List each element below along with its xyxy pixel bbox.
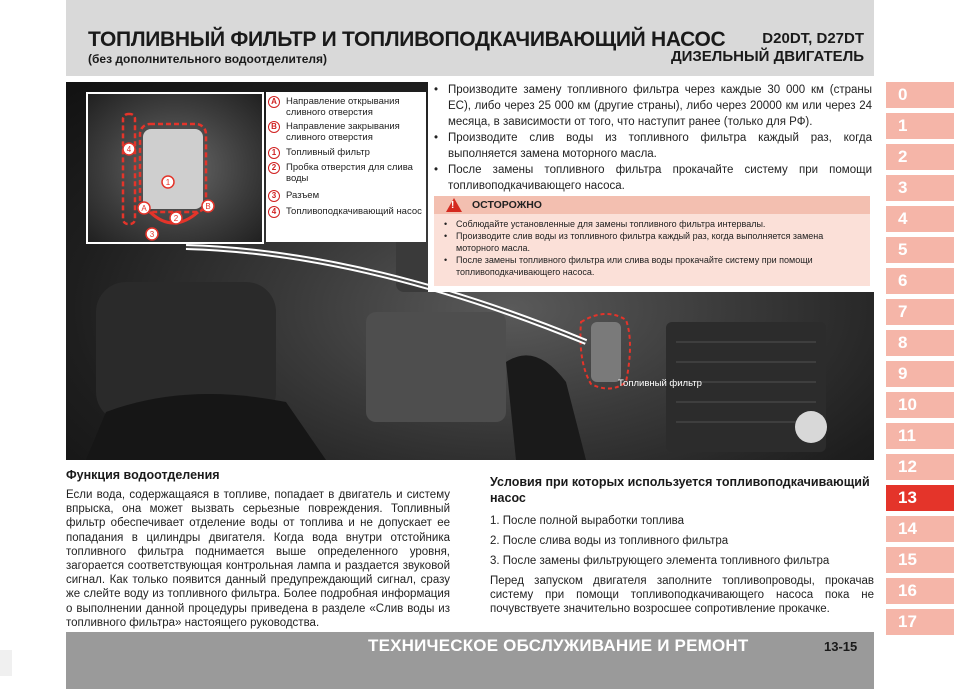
engine-block [366,312,506,422]
marker-1-label: 1 [165,178,171,187]
bullet-item: • Производите слив воды из топливного фильтра каждый раз, когда выполняется замена моторного масла. [432,130,872,162]
condition-item: 1. После полной выработки топлива [490,515,685,527]
warning-box [434,196,870,286]
warning-header [434,196,870,214]
tab-chapter-4[interactable]: 4 [886,206,954,232]
marker-3-label: 3 [149,230,155,239]
water-separation-section [66,468,450,630]
pump-conditions-section [490,474,874,617]
legend-mark: 4 [268,206,280,218]
fuel-filter-detail-image [86,92,264,244]
legend-mark: B [268,121,280,133]
warning-item: • Соблюдайте установленные для замены топливного фильтра интервалы. [442,218,862,230]
section-text: Перед запуском двигателя заполните топливопроводы, прокачав систему при помощи топливоподкачивающего насоса пока не почувствуете значительно возросшее сопротивление прокачке. [490,575,874,616]
tab-chapter-11[interactable]: 11 [886,423,954,449]
tab-chapter-16[interactable]: 16 [886,578,954,604]
reservoir-cap [795,411,827,443]
tab-chapter-1[interactable]: 1 [886,113,954,139]
section-text: Если вода, содержащаяся в топливе, попадает в двигатель и систему впрыска, она может вызвать серьезные повреждения. Топливный фильтр обеспечивает отделение воды от топлива и не допускает ее попадания в цилиндры двигателя. Когда вода внутри отстойника топливного фильтра поднимается выше определенного уровня, загорается соответствующая контрольная лампа и раздается звуковой сигнал. Как только появится данный предупреждающий сигнал, сразу же слейте воду из топливного фильтра. Более подробная информация о выполнении данной процедуры приведена в разделе «Слив воды из топливного фильтра» настоящего руководства. [66,489,450,629]
page-number: 13-15 [824,639,858,654]
tab-chapter-8[interactable]: 8 [886,330,954,356]
section-heading: Функция водоотделения [66,468,220,482]
tab-chapter-17[interactable]: 17 [886,609,954,635]
fuel-filter-detail-illustration [88,94,262,242]
condition-item: 2. После слива воды из топливного фильтра [490,535,729,547]
tab-chapter-12[interactable]: 12 [886,454,954,480]
tab-chapter-6[interactable]: 6 [886,268,954,294]
bullet-item: • После замены топливного фильтра прокачайте систему при помощи топливоподкачивающего насоса. [432,162,872,194]
tab-chapter-7[interactable]: 7 [886,299,954,325]
tab-chapter-3[interactable]: 3 [886,175,954,201]
legend-text: Топливный фильтр [286,147,370,158]
chapter-title: ТЕХНИЧЕСКОЕ ОБСЛУЖИВАНИЕ И РЕМОНТ [368,636,749,655]
page-subtitle: (без дополнительного водоотделителя) [88,52,328,66]
warning-item: • После замены топливного фильтра или слива воды прокачайте систему при помощи топливоподкачивающего насоса. [442,254,862,278]
tab-chapter-2[interactable]: 2 [886,144,954,170]
tab-chapter-13[interactable]: 13 [886,485,954,511]
legend-mark: 3 [268,190,280,202]
fuel-filter-photo [591,322,621,382]
warning-list [442,218,862,278]
legend-text: Пробка отверстия для слива воды [286,162,413,184]
tab-chapter-0[interactable]: 0 [886,82,954,108]
legend-mark: 1 [268,147,280,159]
marker-a-label: A [141,204,147,213]
warning-item: • Производите слив воды из топливного фильтра каждый раз, когда выполняется замена моторного масла. [442,230,862,254]
tab-chapter-10[interactable]: 10 [886,392,954,418]
legend-mark: A [268,96,280,108]
legend-text: Направление открывания сливного отверстия [286,96,400,118]
condition-item: 3. После замены фильтрующего элемента топливного фильтра [490,555,830,567]
tab-chapter-9[interactable]: 9 [886,361,954,387]
tab-chapter-5[interactable]: 5 [886,237,954,263]
tab-chapter-14[interactable]: 14 [886,516,954,542]
turbo-hose [506,355,586,460]
exclamation-icon: ! [451,200,455,211]
pump-outline [123,114,135,224]
legend-text: Топливоподкачивающий насос [286,206,422,217]
warning-title: ОСТОРОЖНО [472,199,542,211]
page-title: ТОПЛИВНЫЙ ФИЛЬТР И ТОПЛИВОПОДКАЧИВАЮЩИЙ НАСОС [88,28,726,51]
tab-chapter-15[interactable]: 15 [886,547,954,573]
engine-type: ДИЗЕЛЬНЫЙ ДВИГАТЕЛЬ [670,48,864,65]
page-edge-strip [0,650,12,676]
fuel-filter-label: Топливный фильтр [618,378,702,389]
marker-2-label: 2 [173,214,179,223]
legend-mark: 2 [268,162,280,174]
legend-text: Направление закрывания сливного отверстия [286,121,400,143]
engine-model: D20DT, D27DT [762,30,864,47]
maintenance-bullets [432,82,872,194]
section-heading: Условия при которых используется топливоподкачивающий насос [490,475,870,505]
legend [266,92,426,242]
filter-body [143,129,203,209]
marker-4-label: 4 [126,145,132,154]
bullet-item: • Производите замену топливного фильтра через каждые 30 000 км (страны ЕС), либо через 25 000 км (другие страны), либо через 20000 км или через 24 месяца, в зависимости от того, что наступит ранее (только для РФ). [432,82,872,130]
legend-text: Разъем [286,190,320,201]
marker-b-label: B [205,202,211,211]
